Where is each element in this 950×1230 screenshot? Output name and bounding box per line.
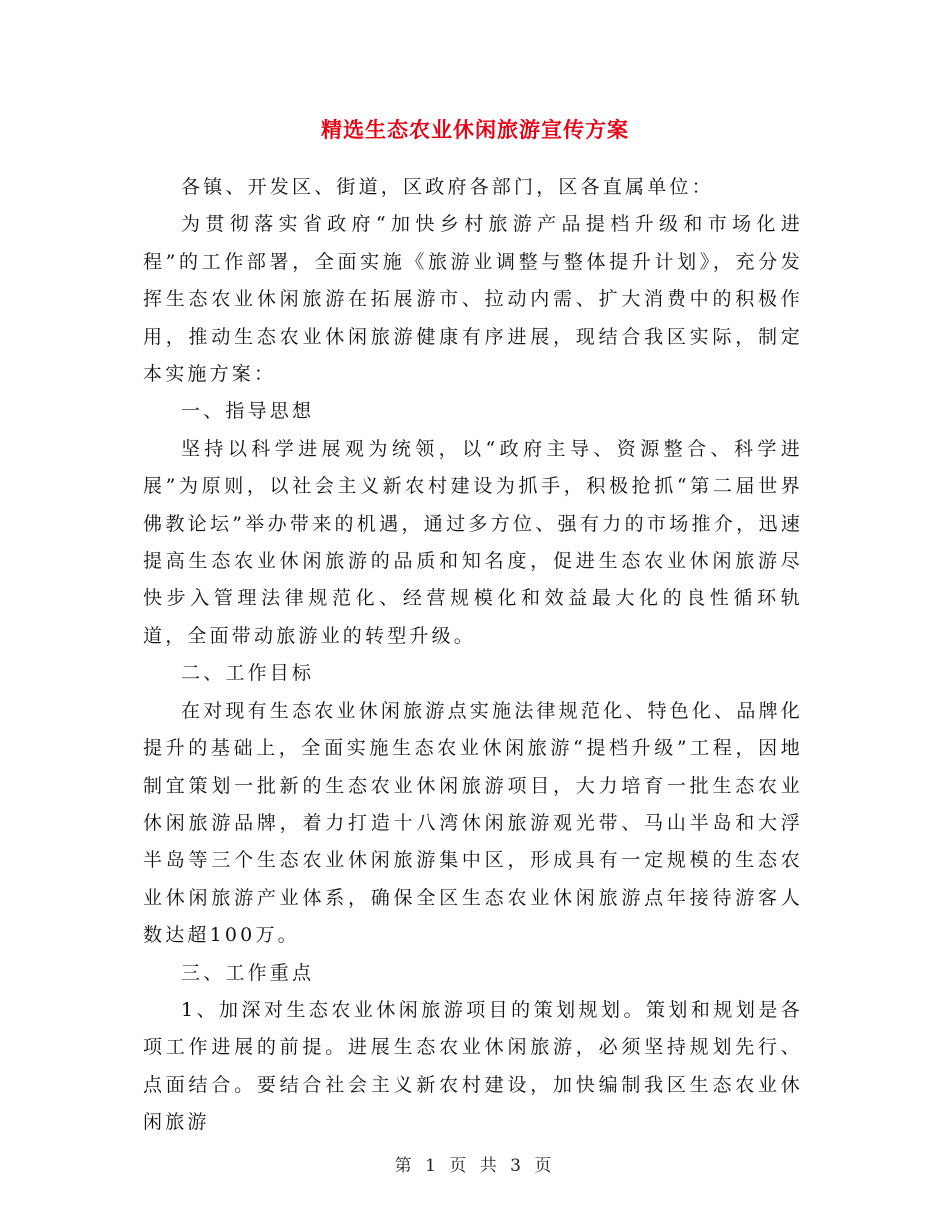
guiding-thought-paragraph: 坚持以科学进展观为统领，以“政府主导、资源整合、科学进展”为原则，以社会主义新农村建设为抓手，积极抢抓“第二届世界佛教论坛”举办带来的机遇，通过多方位、强有力的市场推介，迅速提高生态农业休闲旅游的品质和知名度，促进生态农业休闲旅游尽快步入管理法律规范化、经营规模化和效益最大化的良性循环轨道，全面带动旅游业的转型升级。 <box>143 437 803 647</box>
document-body <box>143 169 803 1142</box>
work-goals-paragraph: 在对现有生态农业休闲旅游点实施法律规范化、特色化、品牌化提升的基础上，全面实施生态农业休闲旅游“提档升级”工程，因地制宜策划一批新的生态农业休闲旅游项目，大力培育一批生态农业休闲旅游品牌，着力打造十八湾休闲旅游观光带、马山半岛和大浮半岛等三个生态农业休闲旅游集中区，形成具有一定规模的生态农业休闲旅游产业体系，确保全区生态农业休闲旅游点年接待游客人数达超100万。 <box>143 699 803 947</box>
document-title: 精选生态农业休闲旅游宣传方案 <box>321 118 629 142</box>
work-focus-paragraph-1: 1、加深对生态农业休闲旅游项目的策划规划。策划和规划是各项工作进展的前提。进展生态农业休闲旅游，必须坚持规划先行、点面结合。要结合社会主义新农村建设，加快编制我区生态农业休闲旅游 <box>143 998 803 1134</box>
section-heading-work-focus: 三、工作重点 <box>181 961 315 984</box>
salutation-paragraph: 各镇、开发区、街道，区政府各部门，区各直属单位： <box>181 176 714 198</box>
page-number-footer: 第 1 页 共 3 页 <box>394 1156 556 1176</box>
intro-paragraph: 为贯彻落实省政府“加快乡村旅游产品提档升级和市场化进程”的工作部署，全面实施《旅游业调整与整体提升计划》，充分发挥生态农业休闲旅游在拓展游市、拉动内需、扩大消费中的积极作用，推动生态农业休闲旅游健康有序进展，现结合我区实际，制定本实施方案： <box>143 213 803 386</box>
section-heading-work-goals: 二、工作目标 <box>181 662 315 685</box>
section-heading-guiding-thought: 一、指导思想 <box>181 400 315 423</box>
